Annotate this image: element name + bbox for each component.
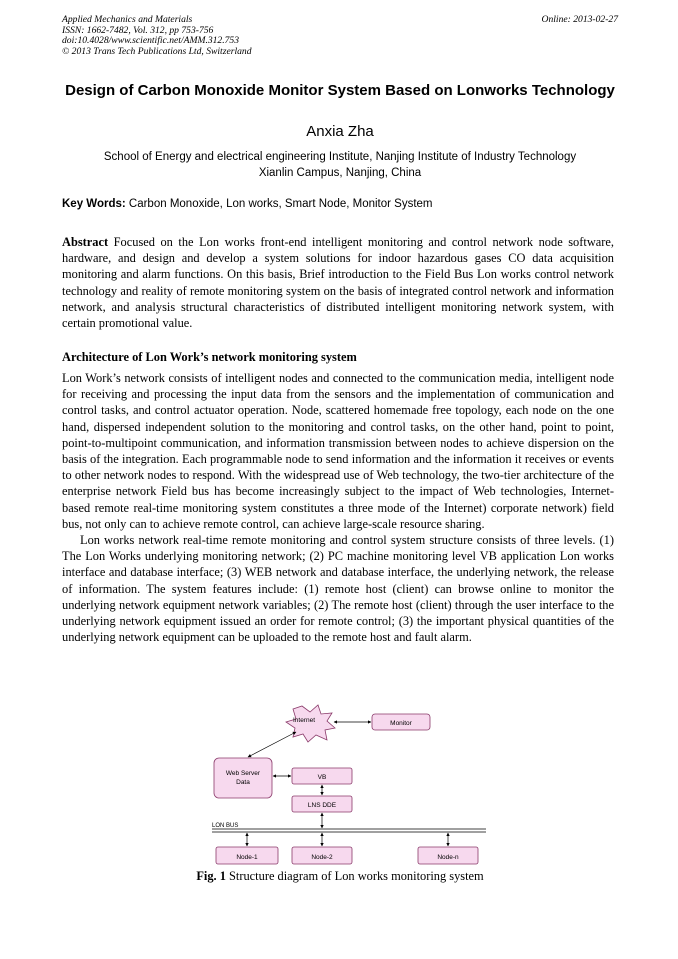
web-server-data-label: Data [236, 779, 250, 786]
section-heading: Architecture of Lon Work’s network monitoring system [62, 350, 357, 364]
keywords-label: Key Words: [62, 198, 126, 210]
affiliation [62, 149, 618, 181]
structure-diagram [200, 700, 500, 870]
web-server-box [214, 758, 272, 798]
online-date: Online: 2013-02-27 [541, 14, 618, 25]
figure-caption [62, 869, 618, 884]
section-body [62, 370, 614, 645]
lnsdde-label: LNS DDE [307, 802, 337, 809]
node-n-label: Node-n [437, 854, 459, 861]
node-1-label: Node-1 [236, 854, 258, 861]
affiliation-line-1: School of Energy and electrical engineering Institute, Nanjing Institute of Industry Technology [103, 151, 577, 163]
figure-caption-label: Fig. 1 [196, 869, 226, 883]
paragraph-2: Lon works network real-time remote monitoring and control system structure consists of three levels. (1) The Lon Works underlying monitoring network; (2) PC machine monitoring level VB application Lon works interface and database interface; (3) WEB network and database interface, the underlying network, the release of information. The system features include: (1) remote host (client) can browse online to monitor the underlying network equipment network variables; (2) The remote host (client) through the user interface to the underlying network equipment issued an order for remote control; (3) the important physical quantities of the underlying network equipment can be uploaded to the remote host and fault alarm. [62, 533, 614, 645]
node-2-label: Node-2 [311, 854, 333, 861]
keywords-text: Carbon Monoxide, Lon works, Smart Node, Monitor System [128, 198, 433, 210]
keywords [62, 198, 618, 210]
lon-bus-label: LON BUS [212, 823, 239, 829]
internet-label: Internet [292, 717, 316, 724]
copyright: © 2013 Trans Tech Publications Ltd, Switzerland [62, 45, 252, 57]
paper-title: Design of Carbon Monoxide Monitor System Based on Lonworks Technology [65, 82, 615, 99]
internet-server-link [248, 732, 296, 757]
page-header [62, 15, 618, 57]
abstract-text: Focused on the Lon works front-end intelligent monitoring and control network node software, hardware, and design and develop a system solutions for indoor hazardous gases CO data acquisition monitoring and alarm functions. On this basis, Brief introduction to the Field Bus Lon works control network technology and reality of remote monitoring system on the basis of integrated control network and information network, and analysis structural characteristics of distributed intelligent monitoring network system, with certain promotional value. [62, 235, 614, 331]
affiliation-line-2: Xianlin Campus, Nanjing, China [258, 167, 422, 179]
issn: ISSN: 1662-7482, Vol. 312, pp 753-756 [62, 24, 214, 36]
journal-name: Applied Mechanics and Materials [62, 14, 193, 25]
web-server-label: Web Server [225, 770, 261, 777]
abstract [62, 234, 614, 331]
abstract-label: Abstract [62, 235, 109, 249]
figure-caption-text: Structure diagram of Lon works monitoring system [229, 869, 484, 883]
doi: doi:10.4028/www.scientific.net/AMM.312.753 [62, 35, 240, 47]
author: Anxia Zha [306, 123, 374, 140]
monitor-label: Monitor [390, 720, 412, 727]
paragraph-1: Lon Work’s network consists of intelligent nodes and connected to the communication media, intelligent node for receiving and processing the input data from the sensors and the implementation of communication and control tasks, and control actuator operation. Node, scattered homemade free topology, each node on the one hand, dispersed independent solution to the monitoring and control tasks, on the other hand, point to point, point-to-multipoint communication, and information transmission between nodes to achieve dispersion on the basis of the integration. Each programmable node to send information and the information it receives or events to other network nodes to respond. With the widespread use of Web technology, the two-tier architecture of the enterprise network Field bus has become increasingly subject to the impact of Web technologies, Internet-based remote real-time monitoring system constitutes a three mode of the Internet) corporate network) field bus, not only can to achieve remote control, can achieve large-scale resource sharing. [62, 371, 614, 531]
vb-label: VB [317, 774, 327, 781]
